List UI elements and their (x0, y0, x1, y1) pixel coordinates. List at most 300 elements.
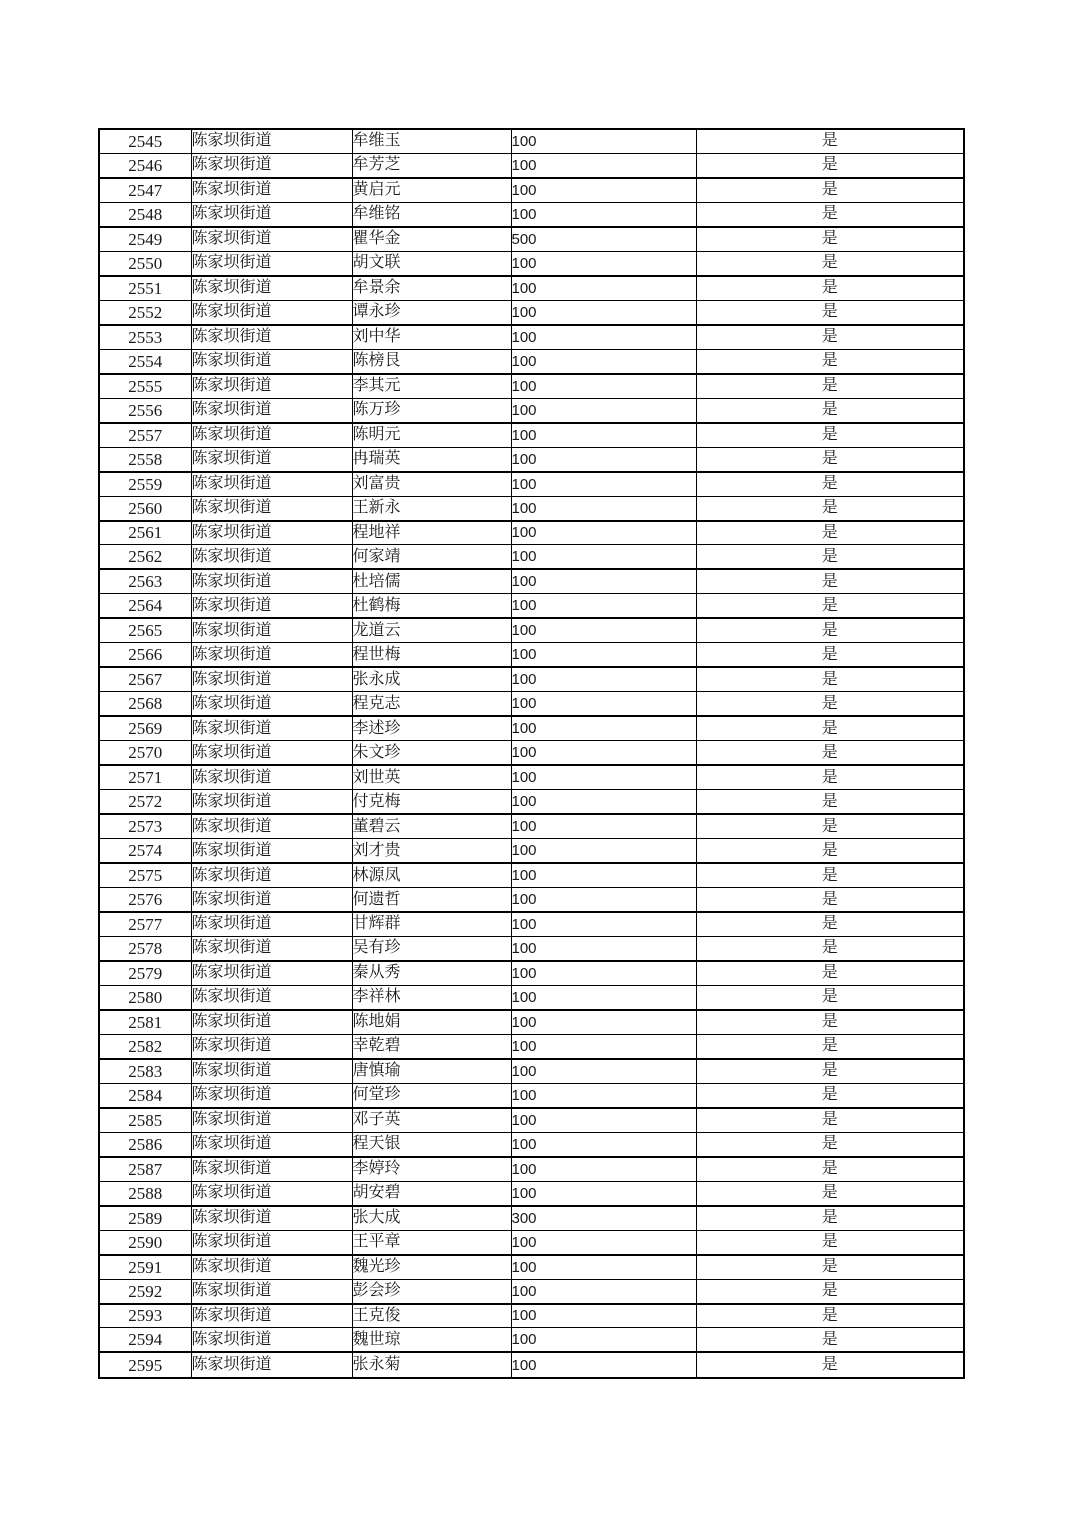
confirm-cell: 是 (696, 936, 964, 960)
street-cell: 陈家坝街道 (191, 1304, 352, 1328)
table-row (99, 496, 964, 520)
serial-cell: 2554 (99, 349, 191, 373)
amount-cell: 100 (511, 790, 696, 814)
street-cell: 陈家坝街道 (191, 765, 352, 789)
street-cell: 陈家坝街道 (191, 227, 352, 251)
amount-cell: 100 (511, 545, 696, 569)
person-name-cell: 王克俊 (352, 1304, 511, 1328)
street-cell: 陈家坝街道 (191, 276, 352, 300)
confirm-cell: 是 (696, 643, 964, 667)
table-row (99, 765, 964, 789)
street-cell: 陈家坝街道 (191, 594, 352, 618)
table-row (99, 202, 964, 226)
table-row (99, 643, 964, 667)
street-cell: 陈家坝街道 (191, 667, 352, 691)
confirm-cell: 是 (696, 839, 964, 863)
serial-cell: 2586 (99, 1132, 191, 1156)
serial-cell: 2579 (99, 961, 191, 985)
person-name-cell: 幸乾碧 (352, 1034, 511, 1058)
street-cell: 陈家坝街道 (191, 398, 352, 422)
confirm-cell: 是 (696, 716, 964, 740)
person-name-cell: 程克志 (352, 692, 511, 716)
amount-cell: 100 (511, 251, 696, 275)
street-cell: 陈家坝街道 (191, 300, 352, 324)
amount-cell: 100 (511, 153, 696, 177)
street-cell: 陈家坝街道 (191, 1279, 352, 1303)
amount-cell: 100 (511, 667, 696, 691)
confirm-cell: 是 (696, 1010, 964, 1034)
person-name-cell: 龙道云 (352, 618, 511, 642)
confirm-cell: 是 (696, 667, 964, 691)
table-row (99, 349, 964, 373)
person-name-cell: 程世梅 (352, 643, 511, 667)
person-name-cell: 魏世琼 (352, 1328, 511, 1352)
table-row (99, 1132, 964, 1156)
table-row (99, 472, 964, 496)
confirm-cell: 是 (696, 1304, 964, 1328)
table-row (99, 227, 964, 251)
confirm-cell: 是 (696, 349, 964, 373)
table-row (99, 790, 964, 814)
amount-cell: 100 (511, 569, 696, 593)
confirm-cell: 是 (696, 202, 964, 226)
table-row (99, 1230, 964, 1254)
person-name-cell: 董碧云 (352, 814, 511, 838)
serial-cell: 2560 (99, 496, 191, 520)
street-cell: 陈家坝街道 (191, 839, 352, 863)
person-name-cell: 张大成 (352, 1206, 511, 1230)
table-row (99, 521, 964, 545)
confirm-cell: 是 (696, 325, 964, 349)
serial-cell: 2561 (99, 521, 191, 545)
confirm-cell: 是 (696, 1328, 964, 1352)
street-cell: 陈家坝街道 (191, 985, 352, 1009)
street-cell: 陈家坝街道 (191, 1181, 352, 1205)
amount-cell: 100 (511, 936, 696, 960)
confirm-cell: 是 (696, 1279, 964, 1303)
serial-cell: 2547 (99, 178, 191, 202)
amount-cell: 100 (511, 888, 696, 912)
table-row (99, 569, 964, 593)
amount-cell: 100 (511, 1010, 696, 1034)
street-cell: 陈家坝街道 (191, 741, 352, 765)
person-name-cell: 陈明元 (352, 423, 511, 447)
amount-cell: 100 (511, 1108, 696, 1132)
amount-cell: 100 (511, 178, 696, 202)
confirm-cell: 是 (696, 765, 964, 789)
amount-cell: 100 (511, 423, 696, 447)
confirm-cell: 是 (696, 1230, 964, 1254)
street-cell: 陈家坝街道 (191, 716, 352, 740)
person-name-cell: 陈榜艮 (352, 349, 511, 373)
serial-cell: 2592 (99, 1279, 191, 1303)
data-table (98, 128, 965, 1379)
table-row (99, 1157, 964, 1181)
serial-cell: 2558 (99, 447, 191, 471)
street-cell: 陈家坝街道 (191, 129, 352, 153)
street-cell: 陈家坝街道 (191, 423, 352, 447)
person-name-cell: 牟景余 (352, 276, 511, 300)
amount-cell: 100 (511, 1328, 696, 1352)
table-row (99, 129, 964, 153)
serial-cell: 2589 (99, 1206, 191, 1230)
confirm-cell: 是 (696, 741, 964, 765)
serial-cell: 2545 (99, 129, 191, 153)
confirm-cell: 是 (696, 961, 964, 985)
table-row (99, 985, 964, 1009)
person-name-cell: 付克梅 (352, 790, 511, 814)
confirm-cell: 是 (696, 276, 964, 300)
confirm-cell: 是 (696, 814, 964, 838)
amount-cell: 100 (511, 300, 696, 324)
person-name-cell: 甘辉群 (352, 912, 511, 936)
table-row (99, 863, 964, 887)
confirm-cell: 是 (696, 1059, 964, 1083)
street-cell: 陈家坝街道 (191, 1206, 352, 1230)
confirm-cell: 是 (696, 251, 964, 275)
street-cell: 陈家坝街道 (191, 1132, 352, 1156)
amount-cell: 100 (511, 1181, 696, 1205)
person-name-cell: 牟维铭 (352, 202, 511, 226)
confirm-cell: 是 (696, 1132, 964, 1156)
street-cell: 陈家坝街道 (191, 251, 352, 275)
serial-cell: 2581 (99, 1010, 191, 1034)
table-row (99, 594, 964, 618)
amount-cell: 100 (511, 1059, 696, 1083)
confirm-cell: 是 (696, 153, 964, 177)
confirm-cell: 是 (696, 618, 964, 642)
person-name-cell: 刘富贵 (352, 472, 511, 496)
amount-cell: 100 (511, 472, 696, 496)
street-cell: 陈家坝街道 (191, 1328, 352, 1352)
serial-cell: 2556 (99, 398, 191, 422)
street-cell: 陈家坝街道 (191, 912, 352, 936)
confirm-cell: 是 (696, 545, 964, 569)
serial-cell: 2577 (99, 912, 191, 936)
confirm-cell: 是 (696, 569, 964, 593)
person-name-cell: 陈万珍 (352, 398, 511, 422)
amount-cell: 100 (511, 349, 696, 373)
serial-cell: 2574 (99, 839, 191, 863)
person-name-cell: 程地祥 (352, 521, 511, 545)
serial-cell: 2594 (99, 1328, 191, 1352)
table-row (99, 423, 964, 447)
confirm-cell: 是 (696, 374, 964, 398)
confirm-cell: 是 (696, 1255, 964, 1279)
street-cell: 陈家坝街道 (191, 153, 352, 177)
serial-cell: 2559 (99, 472, 191, 496)
serial-cell: 2588 (99, 1181, 191, 1205)
serial-cell: 2571 (99, 765, 191, 789)
table-row (99, 1010, 964, 1034)
person-name-cell: 彭会珍 (352, 1279, 511, 1303)
person-name-cell: 牟芳芝 (352, 153, 511, 177)
street-cell: 陈家坝街道 (191, 863, 352, 887)
amount-cell: 100 (511, 202, 696, 226)
person-name-cell: 刘才贵 (352, 839, 511, 863)
confirm-cell: 是 (696, 1352, 964, 1378)
serial-cell: 2564 (99, 594, 191, 618)
confirm-cell: 是 (696, 1108, 964, 1132)
table-row (99, 1108, 964, 1132)
confirm-cell: 是 (696, 692, 964, 716)
table-row (99, 1279, 964, 1303)
table-row (99, 741, 964, 765)
person-name-cell: 唐慎瑜 (352, 1059, 511, 1083)
street-cell: 陈家坝街道 (191, 1010, 352, 1034)
serial-cell: 2572 (99, 790, 191, 814)
person-name-cell: 胡安碧 (352, 1181, 511, 1205)
person-name-cell: 魏光珍 (352, 1255, 511, 1279)
serial-cell: 2555 (99, 374, 191, 398)
confirm-cell: 是 (696, 1206, 964, 1230)
serial-cell: 2569 (99, 716, 191, 740)
confirm-cell: 是 (696, 863, 964, 887)
amount-cell: 300 (511, 1206, 696, 1230)
street-cell: 陈家坝街道 (191, 1352, 352, 1378)
amount-cell: 100 (511, 521, 696, 545)
person-name-cell: 刘世英 (352, 765, 511, 789)
street-cell: 陈家坝街道 (191, 545, 352, 569)
table-row (99, 1255, 964, 1279)
table-row (99, 1328, 964, 1352)
person-name-cell: 李述珍 (352, 716, 511, 740)
amount-cell: 100 (511, 741, 696, 765)
table-row (99, 1059, 964, 1083)
serial-cell: 2550 (99, 251, 191, 275)
serial-cell: 2566 (99, 643, 191, 667)
table-row (99, 692, 964, 716)
table-row (99, 300, 964, 324)
amount-cell: 100 (511, 276, 696, 300)
table-row (99, 1083, 964, 1107)
confirm-cell: 是 (696, 227, 964, 251)
amount-cell: 100 (511, 985, 696, 1009)
amount-cell: 100 (511, 1157, 696, 1181)
amount-cell: 100 (511, 1230, 696, 1254)
serial-cell: 2583 (99, 1059, 191, 1083)
amount-cell: 500 (511, 227, 696, 251)
street-cell: 陈家坝街道 (191, 1157, 352, 1181)
serial-cell: 2552 (99, 300, 191, 324)
person-name-cell: 张永成 (352, 667, 511, 691)
street-cell: 陈家坝街道 (191, 1034, 352, 1058)
table-row (99, 276, 964, 300)
amount-cell: 100 (511, 129, 696, 153)
amount-cell: 100 (511, 447, 696, 471)
table-row (99, 398, 964, 422)
amount-cell: 100 (511, 643, 696, 667)
person-name-cell: 瞿华金 (352, 227, 511, 251)
street-cell: 陈家坝街道 (191, 1230, 352, 1254)
street-cell: 陈家坝街道 (191, 521, 352, 545)
person-name-cell: 程天银 (352, 1132, 511, 1156)
street-cell: 陈家坝街道 (191, 936, 352, 960)
table-row (99, 888, 964, 912)
person-name-cell: 杜培儒 (352, 569, 511, 593)
amount-cell: 100 (511, 765, 696, 789)
confirm-cell: 是 (696, 790, 964, 814)
person-name-cell: 陈地娟 (352, 1010, 511, 1034)
table-row (99, 961, 964, 985)
amount-cell: 100 (511, 594, 696, 618)
confirm-cell: 是 (696, 129, 964, 153)
amount-cell: 100 (511, 839, 696, 863)
street-cell: 陈家坝街道 (191, 790, 352, 814)
table-row (99, 251, 964, 275)
confirm-cell: 是 (696, 521, 964, 545)
person-name-cell: 王平章 (352, 1230, 511, 1254)
confirm-cell: 是 (696, 594, 964, 618)
table-row (99, 1181, 964, 1205)
person-name-cell: 何家靖 (352, 545, 511, 569)
street-cell: 陈家坝街道 (191, 374, 352, 398)
street-cell: 陈家坝街道 (191, 325, 352, 349)
person-name-cell: 冉瑞英 (352, 447, 511, 471)
confirm-cell: 是 (696, 1083, 964, 1107)
street-cell: 陈家坝街道 (191, 1083, 352, 1107)
street-cell: 陈家坝街道 (191, 1255, 352, 1279)
person-name-cell: 牟维玉 (352, 129, 511, 153)
table-row (99, 545, 964, 569)
person-name-cell: 邓子英 (352, 1108, 511, 1132)
table-row (99, 839, 964, 863)
amount-cell: 100 (511, 1279, 696, 1303)
serial-cell: 2562 (99, 545, 191, 569)
confirm-cell: 是 (696, 912, 964, 936)
street-cell: 陈家坝街道 (191, 888, 352, 912)
amount-cell: 100 (511, 692, 696, 716)
person-name-cell: 李祥林 (352, 985, 511, 1009)
amount-cell: 100 (511, 496, 696, 520)
person-name-cell: 杜鹤梅 (352, 594, 511, 618)
table-row (99, 1034, 964, 1058)
serial-cell: 2585 (99, 1108, 191, 1132)
table-row (99, 667, 964, 691)
serial-cell: 2551 (99, 276, 191, 300)
amount-cell: 100 (511, 716, 696, 740)
person-name-cell: 吴有珍 (352, 936, 511, 960)
confirm-cell: 是 (696, 398, 964, 422)
table-row (99, 936, 964, 960)
table-row (99, 912, 964, 936)
serial-cell: 2565 (99, 618, 191, 642)
person-name-cell: 胡文联 (352, 251, 511, 275)
serial-cell: 2573 (99, 814, 191, 838)
amount-cell: 100 (511, 1352, 696, 1378)
confirm-cell: 是 (696, 985, 964, 1009)
amount-cell: 100 (511, 1132, 696, 1156)
serial-cell: 2553 (99, 325, 191, 349)
confirm-cell: 是 (696, 1181, 964, 1205)
amount-cell: 100 (511, 1083, 696, 1107)
serial-cell: 2576 (99, 888, 191, 912)
street-cell: 陈家坝街道 (191, 692, 352, 716)
amount-cell: 100 (511, 325, 696, 349)
table-row (99, 618, 964, 642)
street-cell: 陈家坝街道 (191, 1059, 352, 1083)
confirm-cell: 是 (696, 1034, 964, 1058)
street-cell: 陈家坝街道 (191, 1108, 352, 1132)
street-cell: 陈家坝街道 (191, 447, 352, 471)
serial-cell: 2549 (99, 227, 191, 251)
street-cell: 陈家坝街道 (191, 472, 352, 496)
amount-cell: 100 (511, 374, 696, 398)
person-name-cell: 谭永珍 (352, 300, 511, 324)
serial-cell: 2590 (99, 1230, 191, 1254)
table-row (99, 1352, 964, 1378)
street-cell: 陈家坝街道 (191, 814, 352, 838)
person-name-cell: 黄启元 (352, 178, 511, 202)
person-name-cell: 刘中华 (352, 325, 511, 349)
serial-cell: 2578 (99, 936, 191, 960)
table-row (99, 178, 964, 202)
street-cell: 陈家坝街道 (191, 202, 352, 226)
confirm-cell: 是 (696, 300, 964, 324)
serial-cell: 2567 (99, 667, 191, 691)
serial-cell: 2546 (99, 153, 191, 177)
serial-cell: 2593 (99, 1304, 191, 1328)
amount-cell: 100 (511, 961, 696, 985)
table-row (99, 325, 964, 349)
table-row (99, 814, 964, 838)
table-row (99, 153, 964, 177)
confirm-cell: 是 (696, 447, 964, 471)
person-name-cell: 李其元 (352, 374, 511, 398)
person-name-cell: 王新永 (352, 496, 511, 520)
street-cell: 陈家坝街道 (191, 349, 352, 373)
serial-cell: 2591 (99, 1255, 191, 1279)
amount-cell: 100 (511, 863, 696, 887)
street-cell: 陈家坝街道 (191, 496, 352, 520)
street-cell: 陈家坝街道 (191, 961, 352, 985)
table-row (99, 1304, 964, 1328)
serial-cell: 2575 (99, 863, 191, 887)
confirm-cell: 是 (696, 472, 964, 496)
amount-cell: 100 (511, 1304, 696, 1328)
table-body (99, 129, 964, 1378)
table-row (99, 447, 964, 471)
confirm-cell: 是 (696, 1157, 964, 1181)
serial-cell: 2587 (99, 1157, 191, 1181)
street-cell: 陈家坝街道 (191, 643, 352, 667)
amount-cell: 100 (511, 398, 696, 422)
serial-cell: 2582 (99, 1034, 191, 1058)
street-cell: 陈家坝街道 (191, 178, 352, 202)
amount-cell: 100 (511, 618, 696, 642)
person-name-cell: 张永菊 (352, 1352, 511, 1378)
confirm-cell: 是 (696, 178, 964, 202)
serial-cell: 2568 (99, 692, 191, 716)
table-row (99, 1206, 964, 1230)
serial-cell: 2548 (99, 202, 191, 226)
serial-cell: 2595 (99, 1352, 191, 1378)
amount-cell: 100 (511, 1034, 696, 1058)
serial-cell: 2563 (99, 569, 191, 593)
table-row (99, 716, 964, 740)
table-row (99, 374, 964, 398)
confirm-cell: 是 (696, 496, 964, 520)
confirm-cell: 是 (696, 423, 964, 447)
person-name-cell: 朱文珍 (352, 741, 511, 765)
serial-cell: 2557 (99, 423, 191, 447)
person-name-cell: 秦从秀 (352, 961, 511, 985)
person-name-cell: 林源凤 (352, 863, 511, 887)
serial-cell: 2580 (99, 985, 191, 1009)
person-name-cell: 李婷玲 (352, 1157, 511, 1181)
amount-cell: 100 (511, 1255, 696, 1279)
confirm-cell: 是 (696, 888, 964, 912)
